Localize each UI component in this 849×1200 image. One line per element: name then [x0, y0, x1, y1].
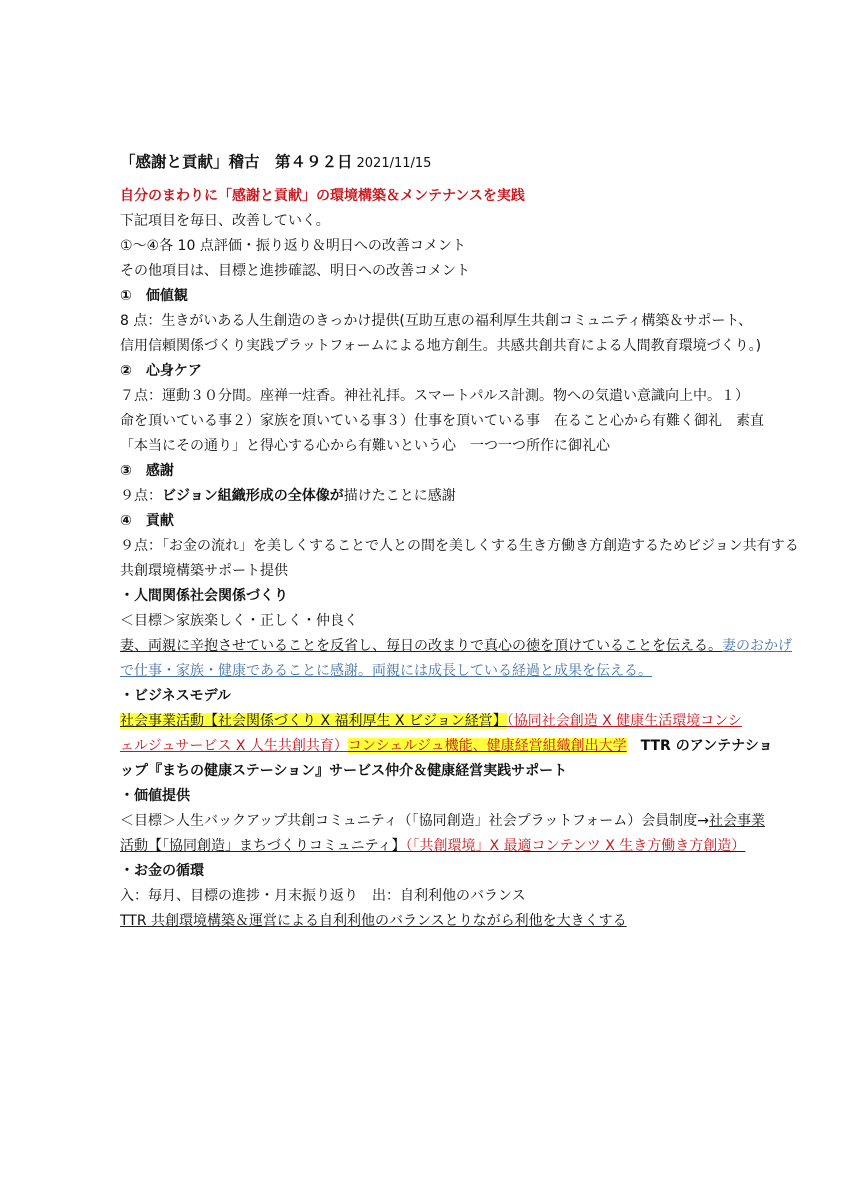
- business-highlight-red: コンシェルジュ機能、健康経営組織創出大学: [347, 738, 627, 754]
- section-heading-business-model: ・ビジネスモデル: [120, 688, 231, 704]
- contribution-line-2: 共創環境構築サポート提供: [120, 563, 288, 579]
- section-heading-relationships: ・人間関係社会関係づくり: [120, 588, 288, 604]
- section-heading-values: ① 価値観: [120, 288, 188, 304]
- money-cycle-line-1: 入：毎月、目標の進捗・月末振り返り 出：自利利他のバランス: [120, 888, 526, 904]
- business-model-line-2: [120, 736, 773, 757]
- title-text: 「感謝と貢献」稽古 第４９２日: [120, 153, 353, 171]
- intro-line-2: ①～④各 10 点評価・振り返り＆明日への改善コメント: [120, 238, 466, 254]
- values-line-2: 信用信頼関係づくり実践プラットフォームによる地方創生。共感共創共育による人間教育環境づくり。): [120, 338, 762, 354]
- relationships-line-2: [120, 661, 740, 682]
- intro-line-1: 下記項目を毎日、改善していく。: [120, 213, 330, 229]
- value-offer-underlined: 社会事業: [708, 813, 765, 829]
- section-heading-gratitude: ③ 感謝: [120, 463, 174, 479]
- values-line-1: 8 点：生きがいある人生創造のきっかけ提供(互助互恵の福利厚生共創コミュニティ構築＆サポート、: [120, 313, 753, 329]
- section-heading-value-offer: ・価値提供: [120, 788, 190, 804]
- section-heading-mind-body: ② 心身ケア: [120, 363, 202, 379]
- business-highlight: 社会事業活動【社会関係づくり X 福利厚生 X ビジョン経営】: [120, 713, 507, 729]
- business-red-text-2: ェルジュサービス X 人生共創共育）: [120, 738, 348, 754]
- business-model-line-3: ップ『まちの健康ステーション』サービス仲介＆健康経営実践サポート: [120, 763, 568, 779]
- value-offer-red-text: （「共創環境」X 最適コンテンツ X 生き方働き方創造）: [405, 838, 746, 854]
- title-date: 2021/11/15: [356, 156, 432, 171]
- money-cycle-line-2: [120, 911, 740, 932]
- section-heading-money-cycle: ・お金の循環: [120, 863, 204, 879]
- contribution-line-1: ９点：「お金の流れ」を美しくすることで人との間を美しくする生き方働き方創造するためビジョン共有する: [120, 538, 799, 554]
- value-offer-line-1: [120, 811, 765, 832]
- relationships-blue-text-2: で仕事・家族・健康であることに感謝。両親には成長している経過と成果を伝える。: [120, 663, 652, 679]
- section-heading-contribution: ④ 貢献: [120, 513, 174, 529]
- gratitude-score: ９点：: [120, 488, 162, 504]
- mind-body-line-1: ７点：運動３０分間。座禅一炷香。神社礼拝。スマートパルス計測。物への気遣い意識向上中。１）: [120, 388, 750, 404]
- money-cycle-underlined: TTR 共創環境構築＆運営による自利利他のバランスとりながら利他を大きくする: [120, 913, 627, 929]
- subtitle: 自分のまわりに「感謝と貢献」の環境構築＆メンテナンスを実践: [120, 188, 525, 204]
- intro-line-3: その他項目は、目標と進捗確認、明日への改善コメント: [120, 263, 470, 279]
- page-title: [120, 150, 740, 174]
- relationships-text: 妻、両親に辛抱させていることを反省し、毎日の改まりで真心の徳を頂けていることを伝える。: [120, 638, 722, 654]
- gratitude-text: 描けたことに感謝: [343, 488, 456, 504]
- value-offer-line-2: [120, 836, 746, 857]
- relationships-goal: ＜目標＞家族楽しく・正しく・仲良く: [120, 613, 358, 629]
- business-bold-text: TTR のアンテナショ: [640, 738, 773, 754]
- value-offer-underlined-2: 活動【「協同創造」まちづくりコミュニティ】: [120, 838, 406, 854]
- mind-body-line-2: 命を頂いている事２）家族を頂いている事３）仕事を頂いている事 在ること心から有難く御礼 素直: [120, 413, 764, 429]
- mind-body-line-3: 「本当にその通り」と得心する心から有難いという心 一つ一つ所作に御礼心: [120, 438, 610, 454]
- relationships-blue-text: 妻のおかげ: [722, 638, 792, 654]
- gratitude-bold-text: ビジョン組織形成の全体像が: [162, 488, 344, 504]
- business-red-text: （協同社会創造 X 健康生活環境コンシ: [506, 713, 742, 729]
- business-model-line-1: [120, 711, 740, 732]
- value-offer-text: ＜目標＞人生バックアップ共創コミュニティ（「協同創造」社会プラットフォーム）会員制度→: [120, 813, 709, 829]
- document-page: [120, 150, 799, 936]
- gratitude-line: [120, 486, 740, 507]
- relationships-line-1: [120, 636, 792, 657]
